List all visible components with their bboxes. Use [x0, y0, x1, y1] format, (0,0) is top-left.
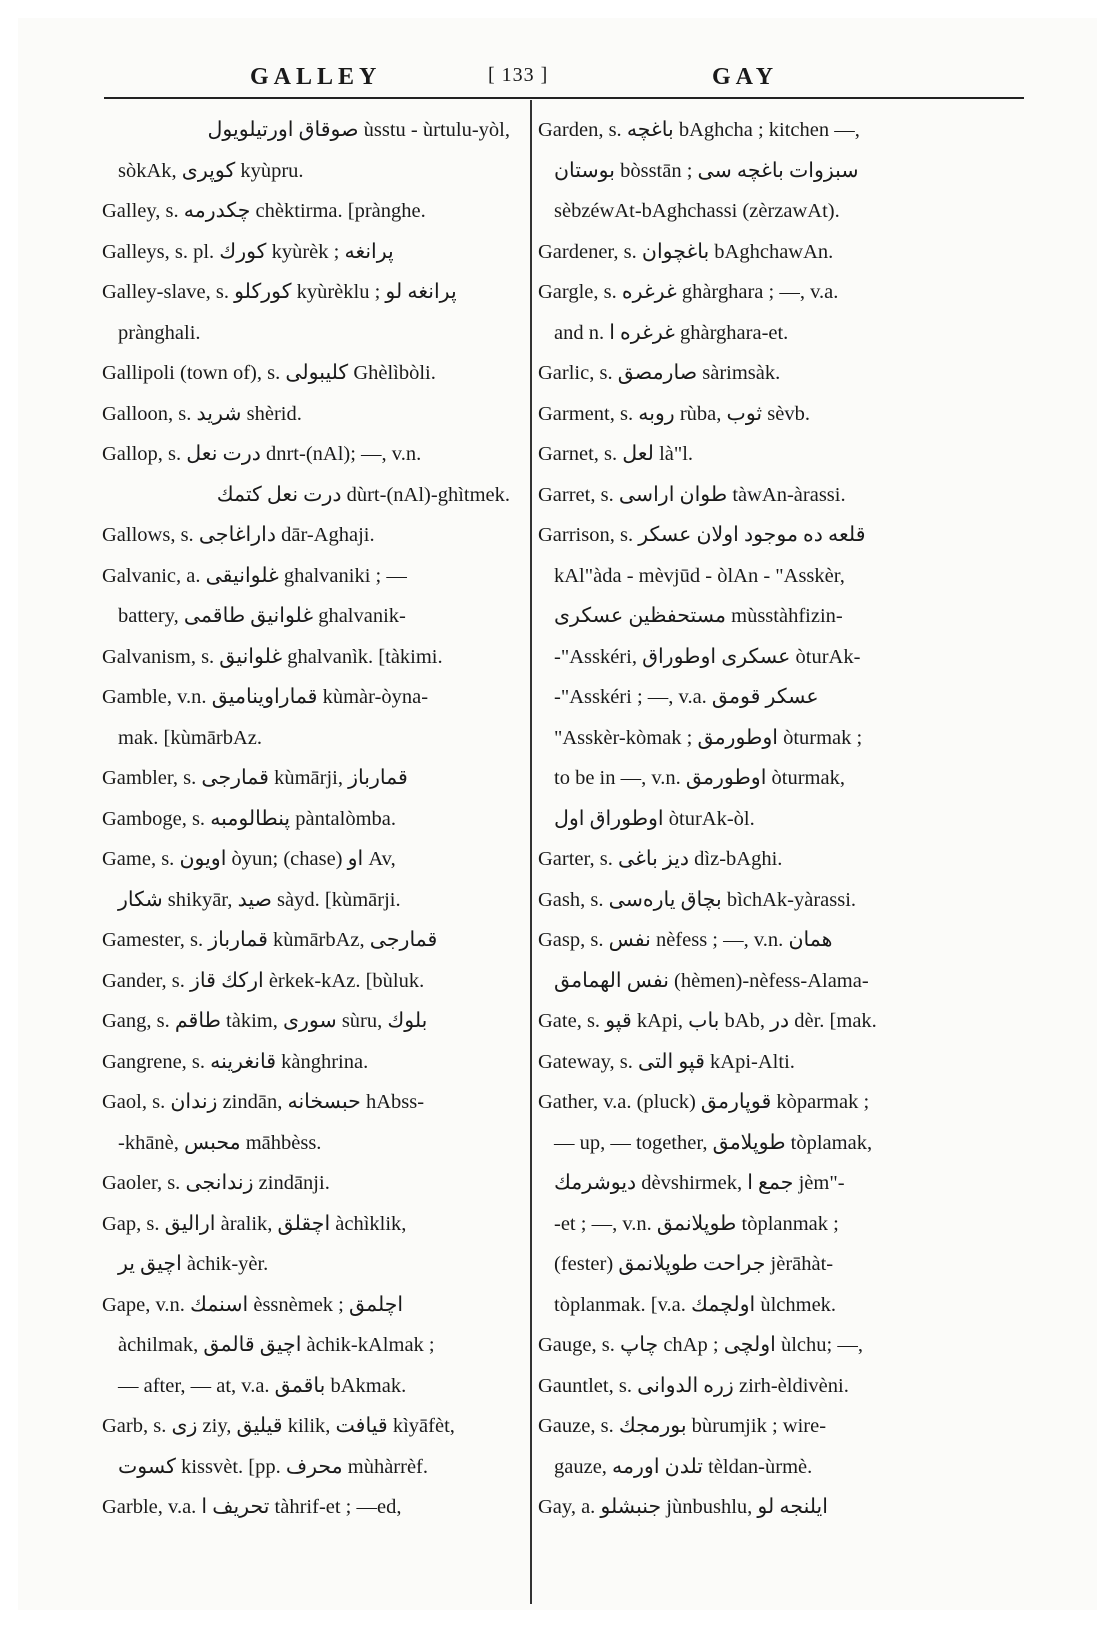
dictionary-line: Garter, s. ديز باغى dìz-bAghi. — [538, 848, 783, 870]
right-column — [538, 110, 966, 1528]
dictionary-line: Garnet, s. لعل là"l. — [538, 443, 694, 465]
header-right-word: GAY — [712, 64, 779, 90]
page-number: [ 133 ] — [488, 64, 549, 86]
dictionary-line: tòplanmak. [v.a. اولچمك ùlchmek. — [554, 1293, 837, 1316]
dictionary-line: Gallows, s. داراغاجى dār-Aghaji. — [102, 524, 375, 546]
dictionary-line: Gauge, s. چاپ chAp ; اولچى ùlchu; —, — [538, 1334, 863, 1356]
dictionary-line: Garment, s. روبه rùba, ثوب sèvb. — [538, 402, 810, 425]
dictionary-line: — up, — together, طوپلامق tòplamak, — [554, 1131, 873, 1154]
dictionary-line: Gander, s. اركك قاز èrkek-kAz. [bùluk. — [102, 969, 425, 992]
dictionary-line: اچيق ير àchik-yèr. — [118, 1253, 269, 1275]
dictionary-line: Gap, s. اراليق àralik, اچقلق àchìklik, — [102, 1212, 407, 1235]
dictionary-line: Gauze, s. بورمجك bùrumjik ; wire- — [538, 1415, 827, 1437]
dictionary-line: gauze, تلدن اورمه tèldan-ùrmè. — [554, 1455, 813, 1478]
dictionary-line: Gangrene, s. قانغرينه kànghrina. — [102, 1050, 369, 1073]
dictionary-line: Galloon, s. شريد shèrid. — [102, 402, 302, 425]
dictionary-line: Gallipoli (town of), s. كليبولى Ghèlìbòli. — [102, 362, 436, 384]
dictionary-line: Gambler, s. قمارجى kùmārji, قمارباز — [102, 767, 408, 789]
dictionary-line: -et ; —, v.n. طوپلانمق tòplanmak ; — [554, 1212, 839, 1235]
dictionary-line: Gather, v.a. (pluck) قوپارمق kòparmak ; — [538, 1091, 870, 1113]
dictionary-line: sèbzéwAt-bAghchassi (zèrzawAt). — [554, 200, 840, 222]
dictionary-line: Galley, s. چكدرمه chèktirma. [prànghe. — [102, 200, 426, 222]
dictionary-line: Gang, s. طاقم tàkim, سورى sùru, بلوك — [102, 1010, 428, 1032]
dictionary-line: مستحفظين عسكرى mùsstàhfizin- — [554, 605, 843, 627]
dictionary-line: àchilmak, اچيق قالمق àchik-kAlmak ; — [118, 1334, 435, 1356]
dictionary-line: درت نعل كتمك dùrt-(nAl)-ghìtmek. — [216, 483, 510, 506]
dictionary-line: Garret, s. طوان اراسى tàwAn-àrassi. — [538, 483, 846, 506]
dictionary-line: صوقاق اورتيلويول ùsstu - ùrtulu-yòl, — [207, 119, 510, 141]
dictionary-line: Galvanic, a. غلوانيقى ghalvaniki ; — — [102, 564, 407, 587]
dictionary-line: sòkAk, كوپرى kyùpru. — [118, 159, 304, 182]
dictionary-line: Garlic, s. صارمصق sàrimsàk. — [538, 362, 781, 384]
dictionary-line: Gape, v.n. اسنمك èssnèmek ; اچلمق — [102, 1293, 404, 1316]
dictionary-line: Galvanism, s. غلوانيق ghalvanìk. [tàkimi. — [102, 645, 443, 668]
dictionary-line: Gate, s. قپو kApi, باب bAb, در dèr. [mak. — [538, 1010, 877, 1032]
dictionary-line: Gallop, s. درت نعل dnrt-(nAl); —, v.n. — [102, 443, 422, 465]
dictionary-line: Garden, s. باغچه bAghcha ; kitchen —, — [538, 119, 860, 141]
dictionary-line: Gauntlet, s. زره الدوانى zirh-èldivèni. — [538, 1374, 849, 1397]
dictionary-line: Gateway, s. قپو التى kApi-Alti. — [538, 1050, 795, 1073]
dictionary-line: بوستان bòsstān ; سبزوات باغچه سى — [554, 159, 859, 182]
dictionary-line: Gargle, s. غرغره ghàrghara ; —, v.a. — [538, 281, 839, 303]
dictionary-line: Garble, v.a. تحريف ا tàhrif-et ; —ed, — [102, 1496, 402, 1518]
dictionary-line: Garb, s. زى ziy, قيليق kilik, قيافت kìyāfèt, — [102, 1415, 455, 1437]
dictionary-line: -"Asskéri, عسكرى اوطوراق òturAk- — [554, 645, 861, 668]
dictionary-line: Galleys, s. pl. كورك kyùrèk ; پرانغه — [102, 240, 394, 263]
dictionary-line: battery, غلوانيق طاقمى ghalvanik- — [118, 605, 406, 627]
left-column — [102, 110, 510, 1528]
dictionary-line: Gamester, s. قمارباز kùmārbAz, قمارجى — [102, 929, 438, 951]
dictionary-line: kAl"àda - mèvjūd - òlAn - "Asskèr, — [554, 564, 845, 587]
dictionary-line: -khānè, محبس māhbèss. — [118, 1131, 322, 1154]
dictionary-line: "Asskèr-kòmak ; اوطورمق òturmak ; — [554, 726, 863, 749]
dictionary-line: Gash, s. بچاق يارەسى bìchAk-yàrassi. — [538, 888, 857, 911]
dictionary-line: Gardener, s. باغچوان bAghchawAn. — [538, 240, 834, 263]
column-divider — [530, 100, 532, 1604]
dictionary-line: — after, — at, v.a. باقمق bAkmak. — [118, 1374, 407, 1397]
dictionary-line: ديوشرمك dèvshirmek, جمع ا jèm"- — [554, 1172, 845, 1194]
dictionary-line: كسوت kissvèt. [pp. محرف mùhàrrèf. — [118, 1455, 428, 1478]
dictionary-line: -"Asskéri ; —, v.a. عسكر قومق — [554, 686, 819, 708]
running-header — [18, 64, 1097, 94]
dictionary-line: Galley-slave, s. كوركلو kyùrèklu ; پرانغه لو — [102, 281, 457, 303]
dictionary-line: Gaoler, s. زندانجى zindānji. — [102, 1172, 330, 1194]
dictionary-line: Gamboge, s. پنطالومبه pàntalòmba. — [102, 807, 397, 830]
dictionary-line: شكار shikyār, صيد sàyd. [kùmārji. — [118, 888, 401, 911]
dictionary-line: Gaol, s. زندان zindān, حبسخانه hAbss- — [102, 1091, 425, 1113]
dictionary-page — [18, 18, 1097, 1610]
dictionary-line: نفس الهمامق (hèmen)-nèfess-Alama- — [554, 969, 869, 992]
dictionary-line: and n. غرغره ا ghàrghara-et. — [554, 321, 789, 344]
dictionary-line: Game, s. اويون òyun; (chase) او Av, — [102, 848, 396, 870]
dictionary-line: اوطوراق اول òturAk-òl. — [554, 807, 755, 830]
dictionary-line: (fester) جراحت طوپلانمق jèrāhàt- — [554, 1253, 834, 1275]
header-left-word: GALLEY — [250, 64, 382, 90]
header-rule — [104, 97, 1024, 99]
dictionary-line: Garrison, s. قلعه ده موجود اولان عسكر — [538, 524, 866, 546]
dictionary-line: Gasp, s. نفس nèfess ; —, v.n. همان — [538, 929, 833, 951]
dictionary-line: Gamble, v.n. قماراويناميق kùmàr-òyna- — [102, 686, 429, 708]
dictionary-line: prànghali. — [118, 321, 201, 344]
dictionary-line: mak. [kùmārbAz. — [118, 726, 263, 749]
dictionary-line: to be in —, v.n. اوطورمق òturmak, — [554, 767, 845, 789]
dictionary-line: Gay, a. جنبشلو jùnbushlu, ايلنجه لو — [538, 1496, 828, 1518]
